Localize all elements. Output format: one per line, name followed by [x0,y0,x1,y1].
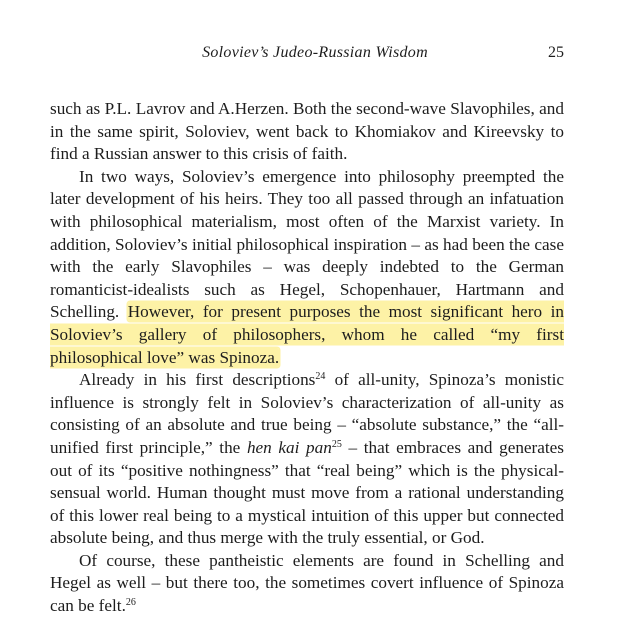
running-title: Soloviev’s Judeo-Russian Wisdom [202,44,428,61]
footnote-ref-25[interactable]: 25 [331,438,342,450]
highlighted-passage[interactable]: However, for present purposes the most significant hero in Soloviev’s gallery of philosophers, whom he called “my first philosophical love” was Spinoza. [50,302,564,367]
paragraph-2-text: In two ways, Soloviev’s emergence into philosophy preempted the later development of his heirs. They too all passed through an infatuation with philosophical materialism, most often of the Marxist variety. In addition, Soloviev’s initial philosophical inspiration – as had been the case with the early Slavophiles – was deeply indebted to the German romanticist-idealists such as Hegel, Schopenhauer, Hartmann and Schelling. [50,166,564,322]
footnote-ref-26[interactable]: 26 [125,597,136,609]
paragraph-3-text-3: – that embraces and generates out of its “positive nothingness” that “real being” which is the physical-sensual world. Human thought must move from a rational understanding of this lower real being to a mystical intuition of this upper but connected absolute being, and thus merge with the truly essential, or God. [50,437,564,548]
paragraph-4 [50,550,564,618]
paragraph-3-text-1: Already in his first descriptions [79,370,316,390]
paragraph-4-text: Of course, these pantheistic elements are found in Schelling and Hegel as well – but there too, the sometimes covert influence of Spinoza can be felt. [50,550,564,616]
paragraph-1 [50,98,564,166]
body-text [50,98,564,618]
paragraph-3-text-2: of all-unity, Spinoza’s monistic influence is strongly felt in Soloviev’s characterization of all-unity as consisting of an absolute and true being – “absolute substance,” the “all-unified first principle,” the [50,370,564,457]
paragraph-2 [50,166,564,369]
running-head [0,44,630,66]
hen-kai-pan-term: hen kai pan [246,437,332,457]
footnote-ref-24[interactable]: 24 [315,371,326,383]
paragraph-1-text: such as P.L. Lavrov and A.Herzen. Both the second-wave Slavophiles, and in the same spirit, Soloviev, went back to Khomiakov and Kireevsky to find a Russian answer to this crisis of faith. [50,99,564,164]
page-number: 25 [548,44,564,61]
